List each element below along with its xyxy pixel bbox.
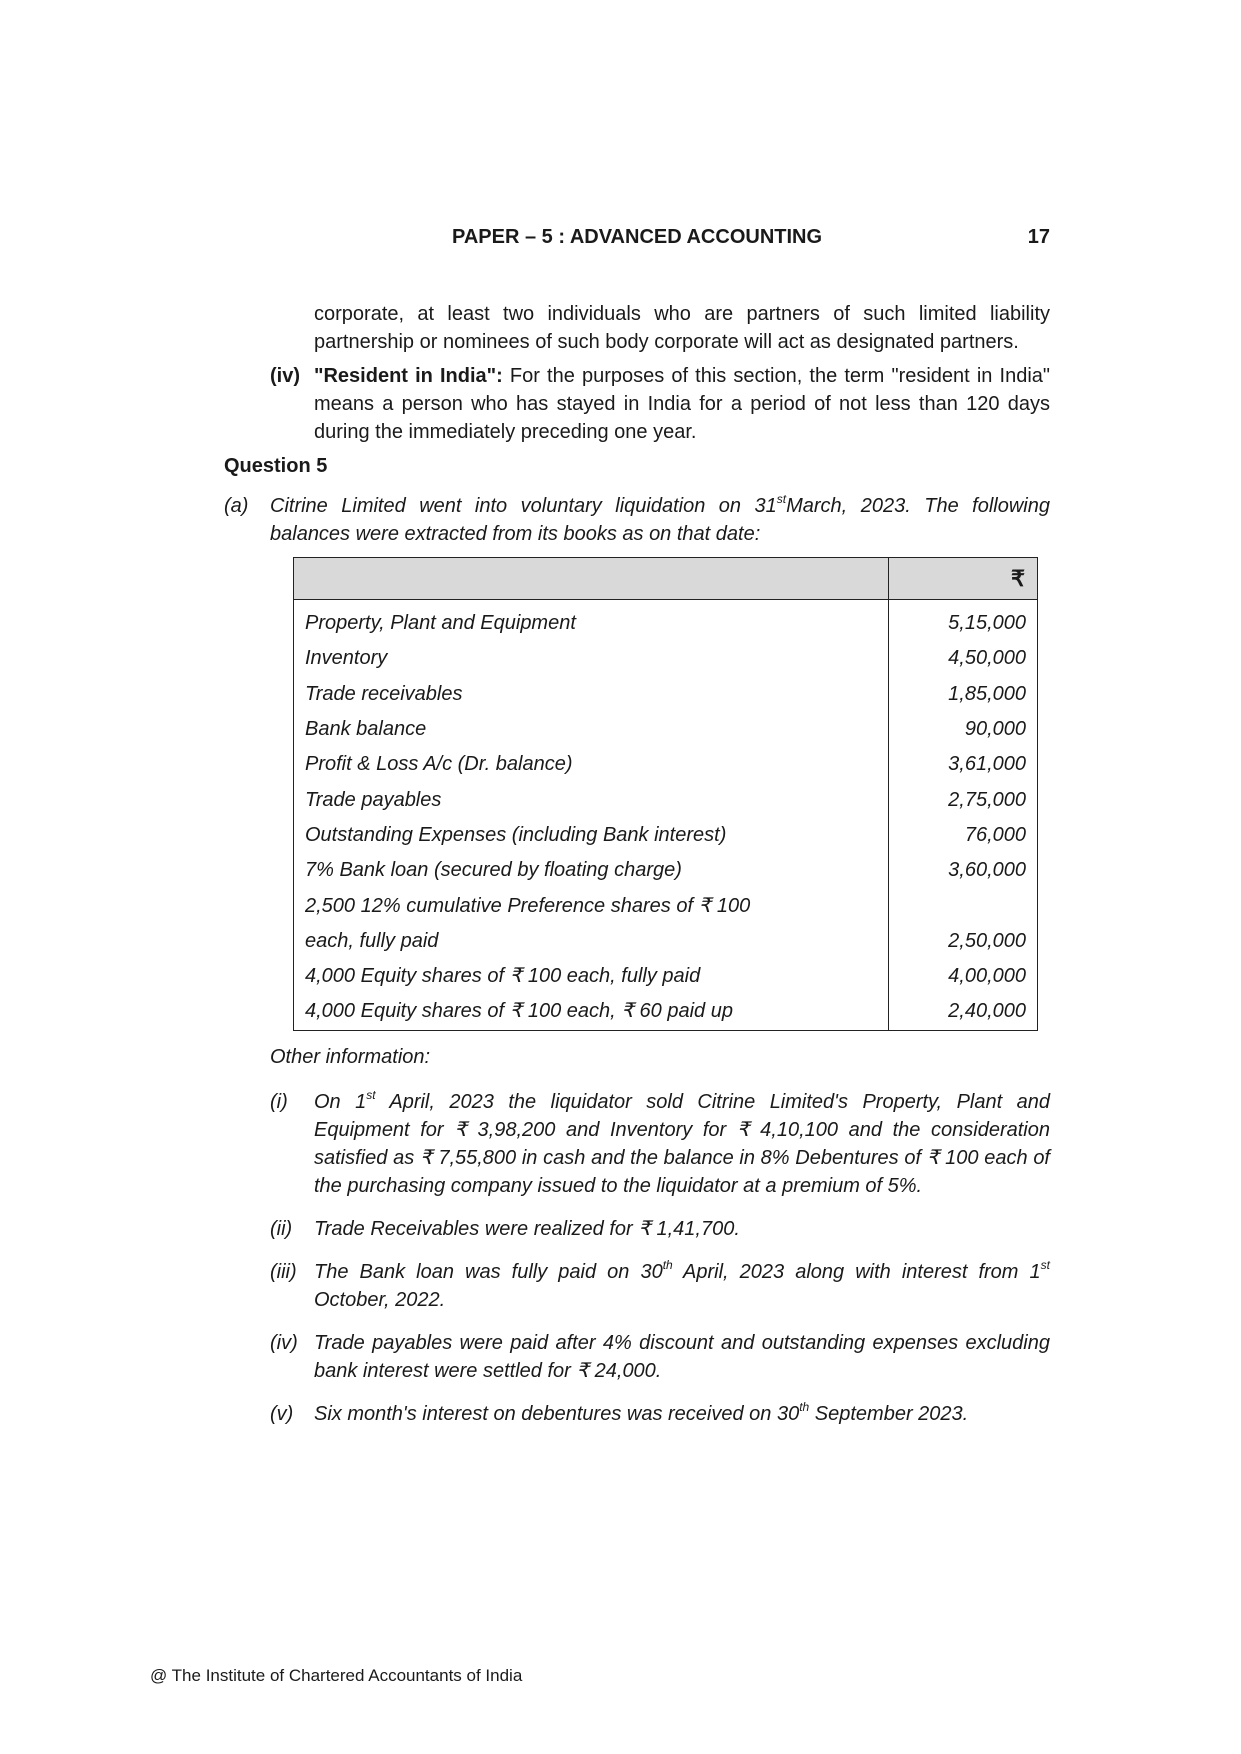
item-text: Trade payables were paid after 4% discount and outstanding expenses excluding bank interest were settled for ₹ 24,000. — [314, 1332, 1050, 1382]
paper-title: PAPER – 5 : ADVANCED ACCOUNTING — [452, 226, 823, 248]
list-item — [270, 1400, 1050, 1428]
list-item — [270, 1258, 1050, 1314]
row-label: Outstanding Expenses (including Bank interest) — [294, 818, 889, 853]
list-item — [270, 1329, 1050, 1385]
row-label: each, fully paid — [294, 924, 889, 959]
defined-term: "Resident in India": — [314, 365, 503, 387]
continuation-paragraph: corporate, at least two individuals who are partners of such limited liability partnership or nominees of such body corporate will act as designated partners. — [314, 303, 1050, 353]
row-label: 4,000 Equity shares of ₹ 100 each, fully paid — [294, 959, 889, 994]
table-row — [294, 994, 1038, 1030]
definition-text: For the purposes of this section, the term "resident in India" means a person who has stayed in India for a period of not less than 120 days during the immediately preceding one year. — [314, 365, 1050, 443]
item-text-part: April, 2023 along with interest from — [672, 1261, 1019, 1283]
row-label: 7% Bank loan (secured by floating charge) — [294, 853, 889, 888]
item-text — [314, 1088, 1050, 1200]
table-row — [294, 712, 1038, 747]
item-text-part: On 1 — [314, 1091, 367, 1113]
list-item — [270, 1088, 1050, 1200]
row-label: Inventory — [294, 641, 889, 676]
item-sup: th — [799, 1400, 810, 1415]
intro-sup: st — [776, 492, 787, 507]
table-row — [294, 888, 1038, 923]
item-sup: th — [662, 1258, 673, 1273]
item-text-part: September 2023. — [809, 1403, 969, 1425]
row-amount: 2,75,000 — [889, 782, 1038, 817]
other-info-heading: Other information: — [270, 1046, 431, 1068]
table-row — [294, 959, 1038, 994]
table-header-row — [294, 558, 1038, 600]
row-label: 2,500 12% cumulative Preference shares of ₹ 100 — [294, 888, 889, 923]
item-marker: (i) — [270, 1091, 288, 1113]
item-marker: (iv) — [270, 365, 300, 387]
item-marker: (v) — [270, 1403, 294, 1425]
footer-copyright: @ The Institute of Chartered Accountants of India — [150, 1666, 523, 1685]
balances-table — [293, 557, 1038, 1031]
row-amount: 2,40,000 — [889, 994, 1038, 1030]
row-label: 4,000 Equity shares of ₹ 100 each, ₹ 60 paid up — [294, 994, 889, 1030]
table-row — [294, 747, 1038, 782]
row-amount: 4,50,000 — [889, 641, 1038, 676]
resident-in-india-item — [270, 362, 1050, 446]
item-sup: st — [366, 1088, 376, 1103]
row-amount — [889, 888, 1038, 923]
table-row — [294, 782, 1038, 817]
item-text-part: October, 2022. — [314, 1289, 446, 1311]
item-text — [314, 1400, 1050, 1428]
intro-text: Citrine Limited went into voluntary liquidation on 31 — [270, 495, 777, 517]
item-text: Trade Receivables were realized for ₹ 1,41,700. — [314, 1218, 740, 1240]
item-marker: (ii) — [270, 1218, 293, 1240]
row-amount: 3,60,000 — [889, 853, 1038, 888]
question-heading: Question 5 — [224, 455, 328, 477]
row-label: Property, Plant and Equipment — [294, 600, 889, 642]
page-number: 17 — [1027, 226, 1050, 248]
row-label: Trade receivables — [294, 677, 889, 712]
intro-text-cont: March, 2023. The following balances were extracted from its books as on that date: — [270, 495, 1050, 545]
item-text-part: Six month's interest on debentures was received on 30 — [314, 1403, 800, 1425]
item-content — [314, 362, 1050, 446]
table-row — [294, 641, 1038, 676]
row-amount: 3,61,000 — [889, 747, 1038, 782]
row-amount: 76,000 — [889, 818, 1038, 853]
table-row — [294, 677, 1038, 712]
question-part-a — [224, 492, 1050, 548]
list-item — [270, 1215, 1050, 1243]
row-amount: 1,85,000 — [889, 677, 1038, 712]
currency-header: ₹ — [889, 558, 1038, 600]
other-info-list — [270, 1088, 1050, 1443]
page-header — [226, 226, 1050, 256]
table-row — [294, 600, 1038, 642]
row-amount: 4,00,000 — [889, 959, 1038, 994]
item-sup: st — [1040, 1258, 1050, 1273]
row-amount: 2,50,000 — [889, 924, 1038, 959]
row-label: Profit & Loss A/c (Dr. balance) — [294, 747, 889, 782]
row-amount: 90,000 — [889, 712, 1038, 747]
table-row — [294, 853, 1038, 888]
row-label: Trade payables — [294, 782, 889, 817]
item-marker: (iii) — [270, 1261, 297, 1283]
item-text-part: The Bank loan was fully paid on 30 — [314, 1261, 663, 1283]
item-text — [314, 1258, 1050, 1314]
question-intro — [270, 492, 1050, 548]
label-header — [294, 558, 889, 600]
part-marker: (a) — [224, 495, 249, 517]
item-text-part: 1 — [1029, 1261, 1041, 1283]
table-row — [294, 818, 1038, 853]
table-row — [294, 924, 1038, 959]
row-label: Bank balance — [294, 712, 889, 747]
item-marker: (iv) — [270, 1332, 298, 1354]
row-amount: 5,15,000 — [889, 600, 1038, 642]
item-text-part: April, 2023 the liquidator sold Citrine Limited's Property, Plant and Equipment for ₹ 3,98,200 and Inventory for ₹ 4,10,100 and the consideration satisfied as ₹ 7,55,800 in cash and the balance in 8% Debentures of ₹ 100 each of the purchasing company issued to the liquidator at a premium of 5%. — [314, 1091, 1051, 1197]
